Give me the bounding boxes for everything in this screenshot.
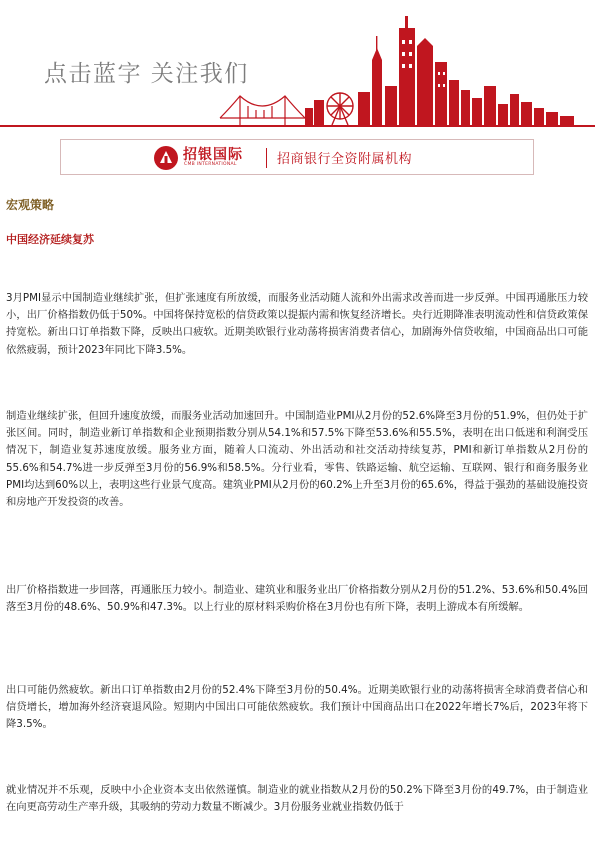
logo-name-en: CMB INTERNATIONAL xyxy=(184,162,237,167)
article-paragraph: 制造业继续扩张，但回升速度放缓，而服务业活动加速回升。中国制造业PMI从2月份的52.6%降至3月份的51.9%，但仍处于扩张区间。同时，制造业新订单指数和企业预期指数分别从54.1%和57.5%下降至53.6%和55.5%，表明在出口低迷和利润受压情况下，制造业复苏速度放缓。服务业方面，随着人口流动、外出活动和社交活动持续复苏，PMI和新订单指数从2月份的55.6%和54.7%进一步反弹至3月份的56.9%和58.5%。分行业看，零售、铁路运输、航空运输、互联网、银行和商务服务业PMI均达到60%以上，表明这些行业景气度高。建筑业PMI从2月份的60.2%上升至3月份的65.6%，得益于强劲的基础设施投资和房地产开发投资的改善。 xyxy=(6,410,588,509)
article-paragraph: 出口可能仍然疲软。新出口订单指数由2月份的52.4%下降至3月份的50.4%。近期美欧银行业的动荡将损害全球消费者信心和信贷增长，增加海外经济衰退风险。短期内中国出口可能依然疲软。我们预计中国商品出口在2022年增长7%后，2023年将下降3.5%。 xyxy=(6,684,588,731)
cmbi-logo-banner xyxy=(60,139,534,175)
article-title: 中国经济延续复苏 xyxy=(6,233,94,246)
section-title: 宏观策略 xyxy=(6,198,55,212)
cmbi-logo-icon xyxy=(153,145,179,171)
logo-divider xyxy=(266,148,267,168)
header-banner xyxy=(0,0,595,132)
article-paragraph: 就业情况并不乐观，反映中小企业资本支出依然谨慎。制造业的就业指数从2月份的50.2%下降至3月份的49.7%，由于制造业在向更高劳动生产率升级，其吸纳的劳动力数量不断减少。3月份服务业就业指数仍低于 xyxy=(6,784,588,814)
logo-name-cn: 招银国际 xyxy=(183,147,243,163)
city-skyline-illustration xyxy=(0,0,595,132)
logo-tagline: 招商银行全资附属机构 xyxy=(277,152,413,167)
article-paragraph: 3月PMI显示中国制造业继续扩张，但扩张速度有所放缓，而服务业活动随人流和外出需求改善而进一步反弹。中国再通胀压力较小，出厂价格指数仍低于50%。中国将保持宽松的信贷政策以提振内需和恢复经济增长。央行近期降准表明流动性和信贷政策保持宽松。新出口订单指数下降，反映出口疲软。近期美欧银行业动荡将损害消费者信心，加剧海外信贷收缩，中国商品出口可能依然疲弱，预计2023年同比下降3.5%。 xyxy=(6,292,588,356)
follow-us-title[interactable]: 点击蓝字 关注我们 xyxy=(44,61,249,87)
article-paragraph: 出厂价格指数进一步回落，再通胀压力较小。制造业、建筑业和服务业出厂价格指数分别从2月份的51.2%、53.6%和50.4%回落至3月份的48.6%、50.9%和47.3%。以上行业的原材料采购价格在3月份也有所下降，表明上游成本有所缓解。 xyxy=(6,584,588,614)
